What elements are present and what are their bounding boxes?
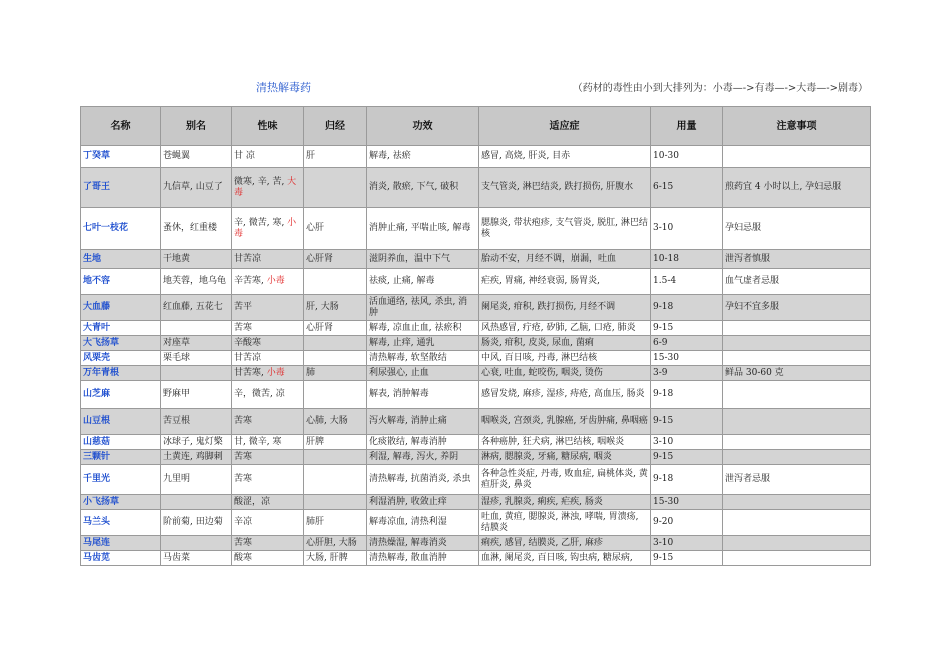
caution-cell: 孕妇忌服 [723,208,871,250]
meridian-cell [304,336,367,351]
dosage-cell: 9-20 [651,510,723,536]
toxicity-label: 大毒 [234,176,297,198]
indication-cell: 肠炎, 疳积, 皮炎, 尿血, 菌痢 [479,336,651,351]
caution-cell [723,536,871,551]
taste-cell [232,409,304,435]
caution-cell: 泄泻者忌服 [723,465,871,495]
herb-name-cell: 马齿苋 [81,551,161,566]
dosage-cell: 10-30 [651,146,723,168]
alias-cell: 冰球子, 鬼灯檠 [161,435,232,450]
effect-cell: 利湿, 解毒, 泻火, 养阴 [367,450,479,465]
taste-text: 甘苦凉 [234,352,262,363]
herb-name-cell: 丁癸草 [81,146,161,168]
herb-name-cell: 马兰头 [81,510,161,536]
effect-cell: 解毒, 止痒, 通乳 [367,336,479,351]
table-row [81,435,871,450]
alias-cell: 蚤休，红重楼 [161,208,232,250]
caution-cell [723,510,871,536]
taste-text: 苦寒 [234,474,253,484]
taste-cell [232,250,304,269]
effect-cell: 解毒凉血, 清热利湿 [367,510,479,536]
dosage-cell: 1.5-4 [651,269,723,295]
taste-text: 辛苦寒, [234,276,267,286]
meridian-cell [304,450,367,465]
taste-cell [232,146,304,168]
taste-cell [232,336,304,351]
table-row [81,510,871,536]
effect-cell: 解毒, 祛瘀 [367,146,479,168]
dosage-cell: 9-15 [651,321,723,336]
caution-cell: 孕妇不宜多服 [723,295,871,321]
taste-cell [232,295,304,321]
indication-cell: 血淋, 阑尾炎, 百日咳, 钩虫病, 糖尿病, [479,551,651,566]
indication-cell: 各种急性炎症, 丹毒, 败血症, 扁桃体炎, 黄疸肝炎, 鼻炎 [479,465,651,495]
effect-cell: 祛痰, 止痛, 解毒 [367,269,479,295]
herb-table [80,106,871,566]
meridian-cell: 肺 [304,366,367,381]
herb-name-cell: 生地 [81,250,161,269]
indication-cell: 风热感冒, 疔疮, 矽肺, 乙脑, 口疮, 肺炎 [479,321,651,336]
table-row [81,465,871,495]
dosage-cell: 9-18 [651,295,723,321]
caution-cell: 泄泻者慎服 [723,250,871,269]
table-row [81,551,871,566]
indication-cell: 腮腺炎, 带状疱疹, 支气管炎, 脱肛, 淋巴结核 [479,208,651,250]
effect-cell: 清热解毒, 软坚散结 [367,351,479,366]
indication-cell: 支气管炎, 淋巴结炎, 跌打损伤, 肝腹水 [479,168,651,208]
effect-cell: 化痰散结, 解毒消肿 [367,435,479,450]
effect-cell: 消肿止痛, 平喘止咳, 解毒 [367,208,479,250]
table-row [81,168,871,208]
taste-text: 酸寒 [234,552,253,563]
indication-cell: 各种癌肿, 狂犬病, 淋巴结核, 咽喉炎 [479,435,651,450]
column-header: 别名 [161,107,232,146]
table-row [81,269,871,295]
caution-cell [723,351,871,366]
alias-cell: 红血藤, 五花七 [161,295,232,321]
taste-cell [232,465,304,495]
taste-text: 苦寒 [234,537,253,548]
taste-text: 甘苦凉 [234,253,262,264]
dosage-cell: 3-9 [651,366,723,381]
taste-cell [232,381,304,409]
taste-cell [232,269,304,295]
meridian-cell: 肝脾 [304,435,367,450]
toxicity-label: 小毒 [266,276,285,286]
dosage-cell: 3-10 [651,435,723,450]
taste-text: 辛凉 [234,517,253,527]
alias-cell [161,366,232,381]
indication-cell: 淋病, 腮腺炎, 牙痛, 糖尿病, 咽炎 [479,450,651,465]
table-row [81,536,871,551]
herb-name-cell: 千里光 [81,465,161,495]
taste-text: 苦寒 [234,322,253,333]
alias-cell: 土黄连, 鸡脚刺 [161,450,232,465]
herb-name-cell: 大血藤 [81,295,161,321]
effect-cell: 活血通络, 祛风, 杀虫, 消肿 [367,295,479,321]
taste-text: 甘, 微辛, 寒 [234,436,282,447]
dosage-cell: 9-15 [651,409,723,435]
herb-name-cell: 山豆根 [81,409,161,435]
alias-cell: 阶前菊, 田边菊 [161,510,232,536]
herb-name-cell: 小飞扬草 [81,495,161,510]
indication-cell: 中风, 百日咳, 丹毒, 淋巴结核 [479,351,651,366]
effect-cell: 解表, 消肿解毒 [367,381,479,409]
table-row [81,336,871,351]
dosage-cell: 9-15 [651,551,723,566]
meridian-cell: 心肝肾 [304,250,367,269]
taste-text: 微寒, 辛, 苦, [234,176,288,187]
indication-cell: 湿疹, 乳腺炎, 痢疾, 疟疾, 肠炎 [479,495,651,510]
meridian-cell: 肺肝 [304,510,367,536]
table-row [81,295,871,321]
column-header: 用量 [651,107,723,146]
table-row [81,381,871,409]
taste-cell [232,435,304,450]
indication-cell: 吐血, 黄疸, 腮腺炎, 淋浊, 哮喘, 胃溃疡, 结膜炎 [479,510,651,536]
table-row [81,208,871,250]
column-header: 归经 [304,107,367,146]
caution-cell: 血气虚者忌服 [723,269,871,295]
toxicity-label: 小毒 [234,217,297,239]
dosage-cell: 3-10 [651,208,723,250]
meridian-cell [304,269,367,295]
taste-cell [232,551,304,566]
meridian-cell [304,381,367,409]
effect-cell: 泻火解毒, 消肿止痛 [367,409,479,435]
caution-cell [723,146,871,168]
alias-cell: 苍蝇翼 [161,146,232,168]
effect-cell: 清热解毒, 抗菌消炎, 杀虫 [367,465,479,495]
dosage-cell: 6-9 [651,336,723,351]
caution-cell [723,381,871,409]
dosage-cell: 9-18 [651,381,723,409]
table-row [81,250,871,269]
table-row [81,495,871,510]
effect-cell: 清热燥湿, 解毒消炎 [367,536,479,551]
meridian-cell: 大肠, 肝脾 [304,551,367,566]
alias-cell: 野麻甲 [161,381,232,409]
table-row [81,146,871,168]
alias-cell: 九信草, 山豆了 [161,168,232,208]
herb-name-cell: 地不容 [81,269,161,295]
taste-text: 辛酸寒 [234,337,262,348]
alias-cell: 马齿菜 [161,551,232,566]
herb-name-cell: 七叶一枝花 [81,208,161,250]
caution-cell [723,495,871,510]
column-header: 名称 [81,107,161,146]
taste-cell [232,366,304,381]
herb-name-cell: 三颗针 [81,450,161,465]
dosage-cell: 9-18 [651,465,723,495]
meridian-cell [304,465,367,495]
herb-name-cell: 山芝麻 [81,381,161,409]
alias-cell: 干地黄 [161,250,232,269]
meridian-cell: 心肺, 大肠 [304,409,367,435]
indication-cell: 咽喉炎, 宫颈炎, 乳腺癌, 牙齿肿痛, 鼻咽癌 [479,409,651,435]
table-row [81,450,871,465]
indication-cell: 阑尾炎, 疳积, 跌打损伤, 月经不调 [479,295,651,321]
taste-text: 苦寒 [234,416,253,426]
taste-cell [232,495,304,510]
toxicity-label: 小毒 [266,367,285,378]
meridian-cell: 心肝胆, 大肠 [304,536,367,551]
taste-cell [232,450,304,465]
meridian-cell: 心肝肾 [304,321,367,336]
herb-name-cell: 马尾连 [81,536,161,551]
dosage-cell: 10-18 [651,250,723,269]
meridian-cell: 肝 [304,146,367,168]
table-row [81,351,871,366]
table-header-row [81,107,871,146]
meridian-cell: 肝, 大肠 [304,295,367,321]
alias-cell: 九里明 [161,465,232,495]
meridian-cell [304,168,367,208]
toxicity-note: （药材的毒性由小到大排列为：小毒—->有毒—->大毒—->剧毒） [572,83,868,94]
effect-cell: 消炎, 散瘀, 下气, 破积 [367,168,479,208]
dosage-cell: 15-30 [651,351,723,366]
herb-name-cell: 大青叶 [81,321,161,336]
herb-name-cell: 大飞扬草 [81,336,161,351]
caution-cell [723,435,871,450]
caution-cell: 鲜品 30-60 克 [723,366,871,381]
herb-name-cell: 万年青根 [81,366,161,381]
alias-cell: 栗毛球 [161,351,232,366]
taste-text: 酸涩，凉 [234,496,271,507]
alias-cell [161,495,232,510]
taste-text: 苦平 [234,302,253,312]
indication-cell: 感冒, 高烧, 肝炎, 目赤 [479,146,651,168]
indication-cell: 疟疾, 胃痛, 神经衰弱, 肠胃炎, [479,269,651,295]
taste-cell [232,510,304,536]
caution-cell [723,450,871,465]
effect-cell: 滋阴养血，温中下气 [367,250,479,269]
herb-name-cell: 了哥王 [81,168,161,208]
dosage-cell: 9-15 [651,450,723,465]
taste-cell [232,351,304,366]
column-header: 功效 [367,107,479,146]
alias-cell: 对座草 [161,336,232,351]
caution-cell [723,336,871,351]
indication-cell: 感冒发烧, 麻疹, 湿疹, 痔疮, 高血压, 肠炎 [479,381,651,409]
caution-cell [723,409,871,435]
column-header: 性味 [232,107,304,146]
indication-cell: 心衰, 吐血, 蛇咬伤, 咽炎, 烫伤 [479,366,651,381]
indication-cell: 痢疾, 感冒, 结膜炎, 乙肝, 麻疹 [479,536,651,551]
taste-text: 苦寒 [234,451,253,462]
meridian-cell [304,351,367,366]
caution-cell: 煎药宜 4 小时以上, 孕妇忌服 [723,168,871,208]
caution-cell [723,551,871,566]
effect-cell: 利湿消肿, 收敛止痒 [367,495,479,510]
alias-cell: 苦豆根 [161,409,232,435]
taste-text: 甘 凉 [234,151,255,161]
alias-cell: 地芙蓉，地乌龟 [161,269,232,295]
page-title: 清热解毒药 [256,81,311,94]
herb-name-cell: 山慈菇 [81,435,161,450]
column-header: 注意事项 [723,107,871,146]
alias-cell [161,536,232,551]
dosage-cell: 6-15 [651,168,723,208]
table-body [81,146,871,566]
column-header: 适应症 [479,107,651,146]
taste-text: 辛，微苦, 凉 [234,389,285,399]
dosage-cell: 15-30 [651,495,723,510]
table-row [81,409,871,435]
caution-cell [723,321,871,336]
table-row [81,366,871,381]
alias-cell [161,321,232,336]
taste-cell [232,536,304,551]
effect-cell: 清热解毒, 散血消肿 [367,551,479,566]
taste-cell [232,168,304,208]
effect-cell: 利尿强心, 止血 [367,366,479,381]
indication-cell: 胎动不安，月经不调，崩漏，吐血 [479,250,651,269]
effect-cell: 解毒, 凉血止血, 祛瘀积 [367,321,479,336]
dosage-cell: 3-10 [651,536,723,551]
meridian-cell [304,495,367,510]
taste-text: 甘苦寒, [234,367,267,378]
taste-cell [232,321,304,336]
meridian-cell: 心肝 [304,208,367,250]
taste-text: 辛, 微苦, 寒, [234,217,288,228]
taste-cell [232,208,304,250]
table-row [81,321,871,336]
herb-name-cell: 风栗壳 [81,351,161,366]
